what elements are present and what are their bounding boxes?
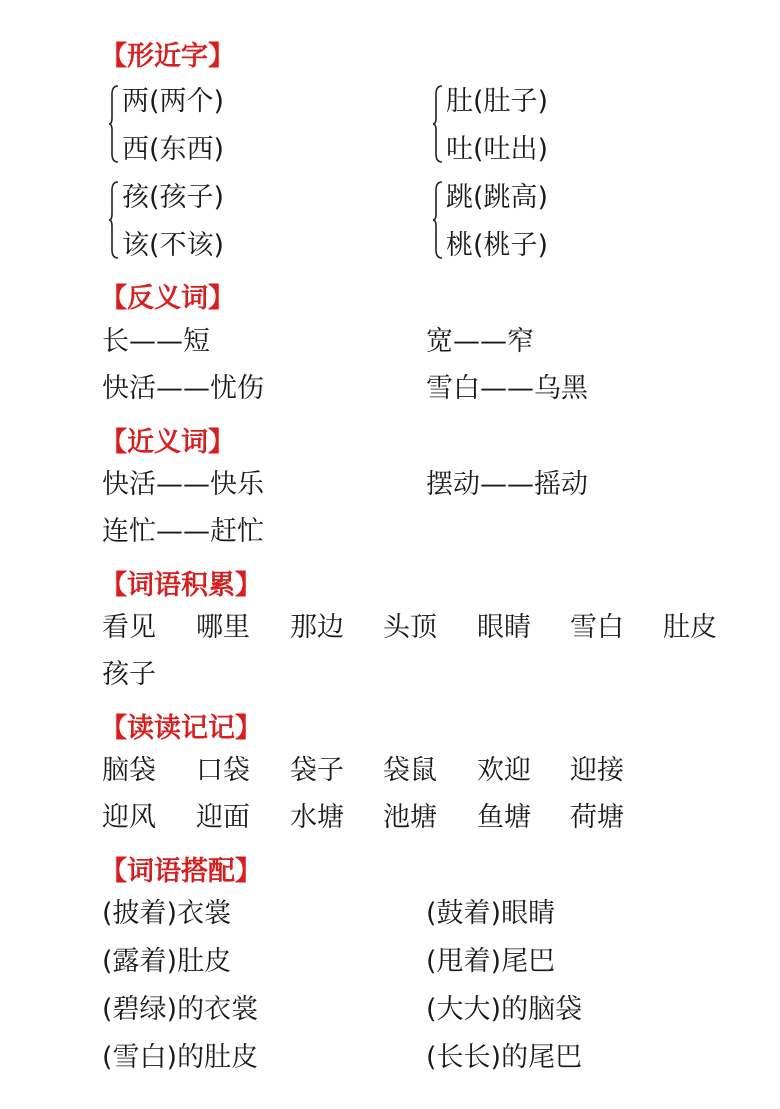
read-word: 口袋 [196, 755, 250, 786]
vocab-word: 看见 [102, 612, 156, 643]
section-heading-pairing: 【词语搭配】 [100, 856, 262, 887]
read-word: 袋子 [290, 755, 344, 786]
brace-icon [432, 180, 444, 260]
pairing-phrase: (大大)的脑袋 [426, 994, 583, 1025]
shape-word-b: 西(东西) [122, 134, 225, 165]
brace-icon [108, 84, 120, 164]
shape-word-a: 肚(肚子) [446, 86, 549, 117]
shape-word-b: 桃(桃子) [446, 230, 549, 261]
synonym-pair: 摆动——摇动 [426, 469, 588, 500]
pairing-phrase: (披着)衣裳 [102, 898, 232, 929]
read-word: 迎接 [570, 755, 624, 786]
shape-word-a: 跳(跳高) [446, 182, 549, 213]
brace-icon [108, 180, 120, 260]
section-heading-vocab: 【词语积累】 [100, 570, 262, 601]
pairing-phrase: (长长)的尾巴 [426, 1042, 583, 1073]
shape-word-b: 该(不该) [122, 230, 225, 261]
read-word: 袋鼠 [383, 755, 437, 786]
vocab-word: 眼睛 [477, 612, 531, 643]
vocab-word: 头顶 [383, 612, 437, 643]
vocab-word: 那边 [290, 612, 344, 643]
read-word: 鱼塘 [477, 802, 531, 833]
synonym-pair: 快活——快乐 [102, 469, 264, 500]
synonym-pair: 连忙——赶忙 [102, 516, 264, 547]
section-heading-shape-similar: 【形近字】 [100, 41, 235, 72]
antonym-pair: 快活——忧伤 [102, 373, 264, 404]
section-heading-synonyms: 【近义词】 [100, 427, 235, 458]
read-word: 池塘 [383, 802, 437, 833]
brace-icon [432, 84, 444, 164]
read-word: 欢迎 [477, 755, 531, 786]
read-word: 荷塘 [570, 802, 624, 833]
antonym-pair: 雪白——乌黑 [426, 373, 588, 404]
vocab-word: 哪里 [196, 612, 250, 643]
pairing-phrase: (露着)肚皮 [102, 946, 232, 977]
read-word: 脑袋 [102, 755, 156, 786]
section-heading-antonyms: 【反义词】 [100, 283, 235, 314]
read-word: 迎面 [196, 802, 250, 833]
section-heading-read: 【读读记记】 [100, 713, 262, 744]
shape-word-a: 两(两个) [122, 86, 225, 117]
shape-word-a: 孩(孩子) [122, 182, 225, 213]
vocab-word: 孩子 [102, 659, 156, 690]
vocab-word: 肚皮 [663, 612, 717, 643]
read-word: 迎风 [102, 802, 156, 833]
shape-word-b: 吐(吐出) [446, 134, 549, 165]
antonym-pair: 宽——窄 [426, 326, 534, 357]
antonym-pair: 长——短 [102, 326, 210, 357]
pairing-phrase: (碧绿)的衣裳 [102, 994, 259, 1025]
vocab-word: 雪白 [570, 612, 624, 643]
pairing-phrase: (雪白)的肚皮 [102, 1042, 259, 1073]
read-word: 水塘 [290, 802, 344, 833]
pairing-phrase: (鼓着)眼睛 [426, 898, 556, 929]
pairing-phrase: (甩着)尾巴 [426, 946, 556, 977]
